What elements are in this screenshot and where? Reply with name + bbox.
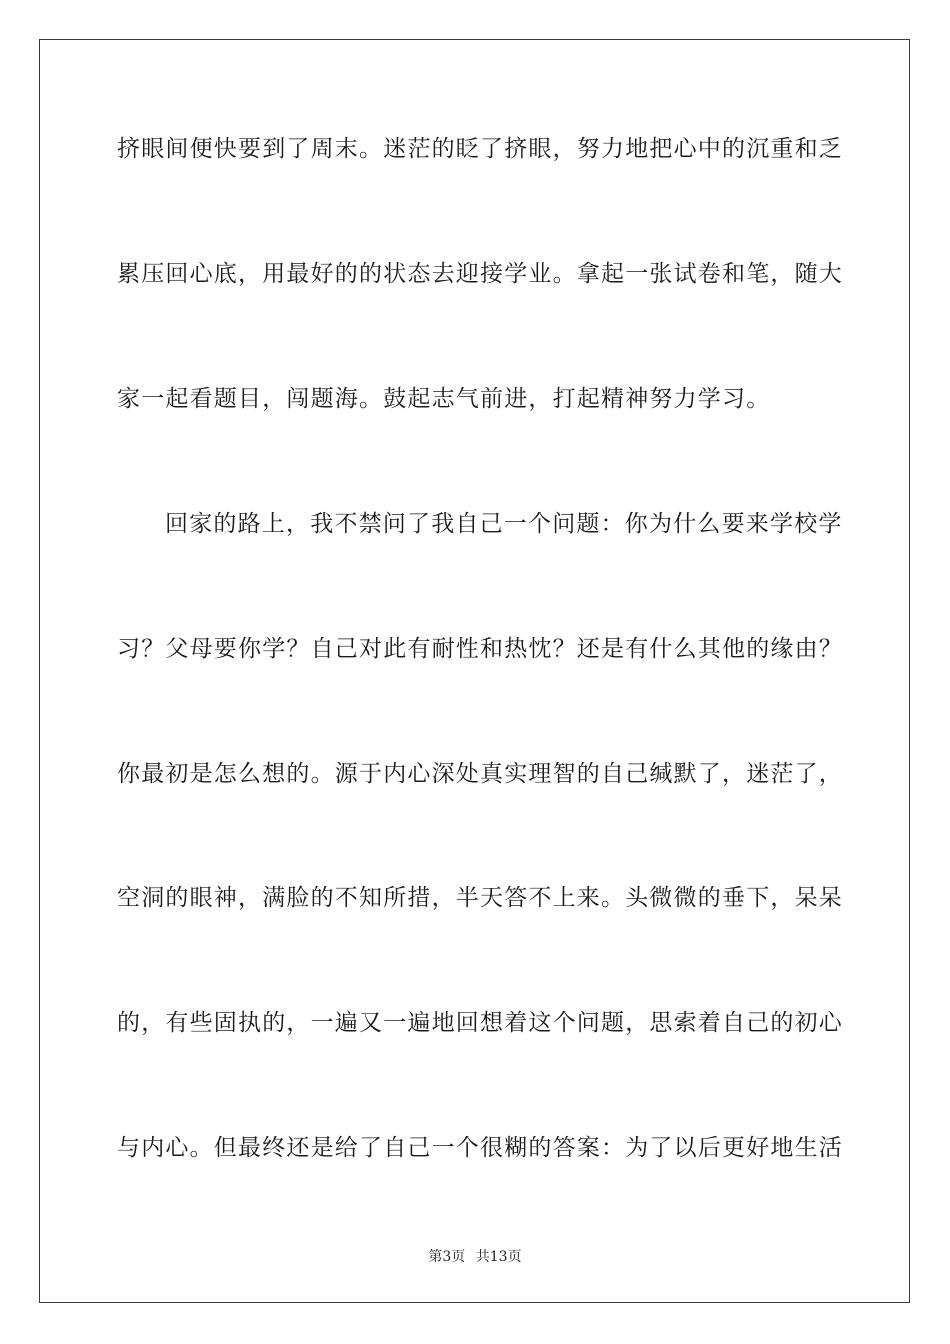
- paragraph-start-line: 回家的路上，我不禁问了我自己一个问题：你为什么要来学校学: [165, 511, 843, 537]
- text-line: 习？父母要你学？自己对此有耐性和热忱？还是有什么其他的缘由？: [117, 636, 843, 662]
- text-line: 你最初是怎么想的。源于内心深处真实理智的自己缄默了，迷茫了，: [117, 761, 843, 787]
- page-total: 共13页: [475, 1249, 522, 1265]
- text-line: 与内心。但最终还是给了自己一个很糊的答案：为了以后更好地生活: [117, 1135, 843, 1161]
- text-line: 挤眼间便快要到了周末。迷茫的眨了挤眼，努力地把心中的沉重和乏: [117, 136, 843, 162]
- text-line: 累压回心底，用最好的的状态去迎接学业。拿起一张试卷和笔，随大: [117, 261, 843, 287]
- page-number: 第3页: [428, 1249, 466, 1265]
- page-footer: [0, 1247, 950, 1267]
- text-line: 空洞的眼神，满脸的不知所措，半天答不上来。头微微的垂下，呆呆: [117, 885, 843, 911]
- page-border: [39, 39, 910, 1303]
- text-line: 的，有些固执的，一遍又一遍地回想着这个问题，思索着自己的初心: [117, 1010, 843, 1036]
- text-line: 家一起看题目，闯题海。鼓起志气前进，打起精神努力学习。: [117, 386, 771, 412]
